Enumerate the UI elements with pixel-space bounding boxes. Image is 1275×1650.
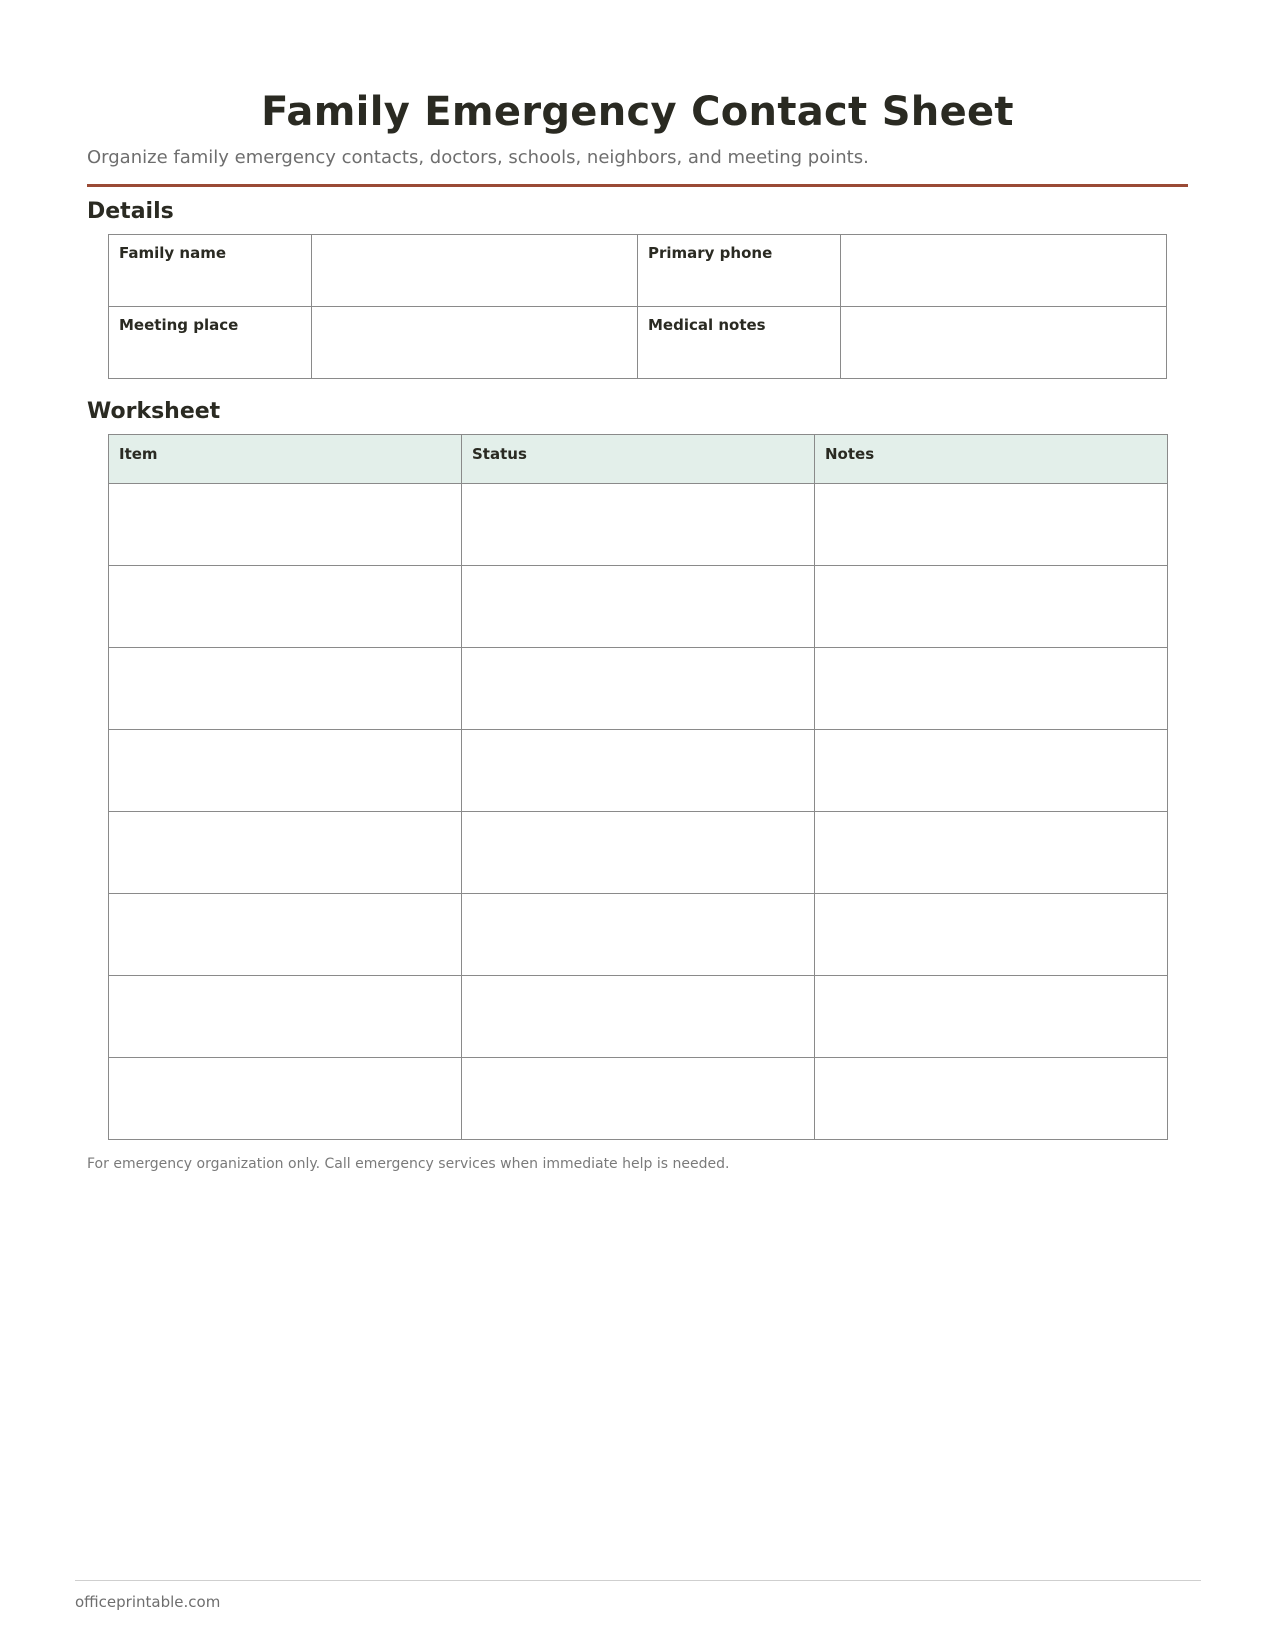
notes-cell[interactable] xyxy=(815,812,1168,894)
footer-divider xyxy=(75,1580,1201,1581)
title-divider xyxy=(87,184,1188,187)
notes-cell[interactable] xyxy=(815,894,1168,976)
table-row xyxy=(109,648,1168,730)
meeting-place-field[interactable] xyxy=(311,307,637,379)
table-row xyxy=(109,1058,1168,1140)
footer-site-link[interactable]: officeprintable.com xyxy=(75,1593,221,1611)
status-cell[interactable] xyxy=(462,812,815,894)
primary-phone-label: Primary phone xyxy=(637,235,840,307)
status-cell[interactable] xyxy=(462,648,815,730)
item-cell[interactable] xyxy=(109,976,462,1058)
item-cell[interactable] xyxy=(109,1058,462,1140)
notes-cell[interactable] xyxy=(815,648,1168,730)
medical-notes-field[interactable] xyxy=(840,307,1166,379)
notes-cell[interactable] xyxy=(815,484,1168,566)
details-heading: Details xyxy=(87,199,174,224)
status-cell[interactable] xyxy=(462,976,815,1058)
item-cell[interactable] xyxy=(109,566,462,648)
disclaimer-note: For emergency organization only. Call emergency services when immediate help is needed. xyxy=(87,1156,730,1172)
status-cell[interactable] xyxy=(462,566,815,648)
notes-cell[interactable] xyxy=(815,730,1168,812)
column-header-item: Item xyxy=(109,435,462,484)
status-cell[interactable] xyxy=(462,1058,815,1140)
table-row xyxy=(109,484,1168,566)
table-row xyxy=(109,894,1168,976)
item-cell[interactable] xyxy=(109,648,462,730)
item-cell[interactable] xyxy=(109,484,462,566)
table-row xyxy=(109,976,1168,1058)
notes-cell[interactable] xyxy=(815,1058,1168,1140)
column-header-notes: Notes xyxy=(815,435,1168,484)
worksheet-table xyxy=(108,434,1168,1140)
item-cell[interactable] xyxy=(109,894,462,976)
column-header-status: Status xyxy=(462,435,815,484)
notes-cell[interactable] xyxy=(815,976,1168,1058)
details-row xyxy=(109,235,1167,307)
page-title: Family Emergency Contact Sheet xyxy=(261,89,1014,135)
table-row xyxy=(109,730,1168,812)
family-name-field[interactable] xyxy=(311,235,637,307)
meeting-place-label: Meeting place xyxy=(109,307,312,379)
details-table xyxy=(108,234,1167,379)
details-row xyxy=(109,307,1167,379)
item-cell[interactable] xyxy=(109,812,462,894)
primary-phone-field[interactable] xyxy=(840,235,1166,307)
medical-notes-label: Medical notes xyxy=(637,307,840,379)
status-cell[interactable] xyxy=(462,730,815,812)
family-name-label: Family name xyxy=(109,235,312,307)
item-cell[interactable] xyxy=(109,730,462,812)
worksheet-heading: Worksheet xyxy=(87,399,221,424)
worksheet-header-row xyxy=(109,435,1168,484)
table-row xyxy=(109,812,1168,894)
notes-cell[interactable] xyxy=(815,566,1168,648)
page-subtitle: Organize family emergency contacts, doctors, schools, neighbors, and meeting points. xyxy=(87,147,869,168)
status-cell[interactable] xyxy=(462,894,815,976)
status-cell[interactable] xyxy=(462,484,815,566)
table-row xyxy=(109,566,1168,648)
